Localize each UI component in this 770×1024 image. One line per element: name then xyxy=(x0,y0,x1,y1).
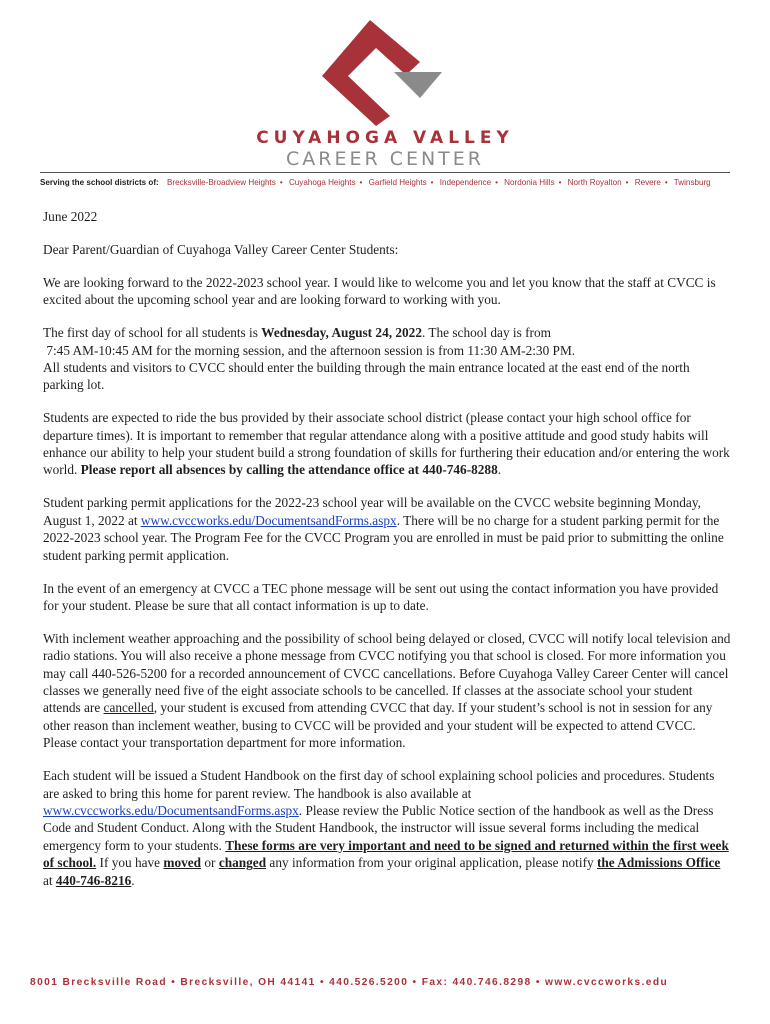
district-item: Revere xyxy=(634,178,661,187)
header-divider xyxy=(40,172,730,173)
paragraph-weather: With inclement weather approaching and the possibility of school being delayed or closed, CVCC will notify local television and radio stations. You will also receive a phone message from CVCC notifying you that school is closed. For more information you may call 440-526-5200 for a recorded announcement of CVCC cancellations. Before Cuyahoga Valley Career Center will cancel classes we generally need five of the eight associate schools to be cancelled. If classes at the associate school your student attends are cancelled, your student is excused from attending CVCC that day. If your student’s school is not in session for any other reason than inclement weather, busing to CVCC will be provided and your student will be expected to attend CVCC. Please contact your transportation department for more information. xyxy=(43,630,731,751)
paragraph-first-day: The first day of school for all students is Wednesday, August 24, 2022. The school day is from 7:45 AM-10:45 AM for the morning session, and the afternoon session is from 11:30 AM-2:30 PM. All students and visitors to CVCC should enter the building through the main entrance located at the east end of the north parking lot. xyxy=(43,325,690,393)
paragraph-welcome: We are looking forward to the 2022-2023 school year. I would like to welcome you and let you know that the staff at CVCC is excited about the upcoming school year and are looking forward to working with you. xyxy=(43,274,716,308)
first-day-date: Wednesday, August 24, 2022 xyxy=(261,325,422,341)
districts-lead: Serving the school districts of: xyxy=(40,178,159,187)
paragraph-parking: Student parking permit applications for the 2022-23 school year will be available on the CVCC website beginning Monday, August 1, 2022 at www.cvccworks.edu/DocumentsandForms.aspx. There will be no charge for a student parking permit for the 2022-2023 school year. The Program Fee for the CVCC Program you are enrolled in must be paid prior to submitting the online student parking permit application. xyxy=(43,495,724,563)
letter-date: June 2022 xyxy=(43,209,98,224)
org-name: CUYAHOGA VALLEY xyxy=(256,128,514,148)
district-item: Brecksville-Broadview Heights xyxy=(166,178,276,187)
absence-instruction: Please report all absences by calling the attendance office at 440-746-8288 xyxy=(80,462,498,478)
letter-body xyxy=(43,208,733,905)
paragraph-emergency: In the event of an emergency at CVCC a TEC phone message will be sent out using the contact information you have provided for your student. Please be sure that all contact information is up to date. xyxy=(43,580,719,613)
org-subtitle: CAREER CENTER xyxy=(285,148,484,170)
district-item: North Royalton xyxy=(567,178,622,187)
district-item: Independence xyxy=(439,178,492,187)
paragraph-handbook: Each student will be issued a Student Handbook on the first day of school explaining school policies and procedures. Students are asked to bring this home for parent review. The handbook is also available at www.cvccworks.edu/DocumentsandForms.aspx. Please review the Public Notice section of the handbook as well as the Dress Code and Student Conduct. Along with the Student Handbook, the instructor will issue several forms including the medical emergency form to your students. These forms are very important and need to be signed and returned within the first week of school. If you have moved or changed any information from your original application, please notify the Admissions Office at 440-746-8216. xyxy=(43,768,729,888)
letter-salutation: Dear Parent/Guardian of Cuyahoga Valley Career Center Students: xyxy=(43,241,399,257)
documents-link[interactable]: www.cvccworks.edu/DocumentsandForms.aspx xyxy=(140,512,397,528)
handbook-link[interactable]: www.cvccworks.edu/DocumentsandForms.aspx xyxy=(43,802,299,818)
footer-address: 8001 Brecksville Road • Brecksville, OH 44141 • 440.526.5200 • Fax: 440.746.8298 • www.cvccworks.edu xyxy=(30,977,669,988)
district-item: Nordonia Hills xyxy=(504,178,555,187)
districts-line: Serving the school districts of: Brecksville-Broadview Heights • Cuyahoga Heights • Garfield Heights • Independence • Nordonia Hills • North Royalton • Revere • Twinsburg xyxy=(40,178,711,187)
forms-notice: These forms are very important and need to be signed and returned within the first week of school. xyxy=(43,837,729,871)
district-item: Twinsburg xyxy=(673,178,711,187)
cvcc-logo-icon xyxy=(318,18,458,126)
district-item: Cuyahoga Heights xyxy=(288,178,356,187)
paragraph-attendance: Students are expected to ride the bus provided by their associate school district (please contact your high school office for departure times). It is important to remember that regular attendance along with a positive attitude and good study habits will enhance our ability to help your student build a strong foundation of skills for furthering their education and/or entering the work world. Please report all absences by calling the attendance office at 440-746-8288. xyxy=(43,410,730,478)
admissions-phone: 440-746-8216 xyxy=(55,872,132,888)
district-item: Garfield Heights xyxy=(368,178,427,187)
